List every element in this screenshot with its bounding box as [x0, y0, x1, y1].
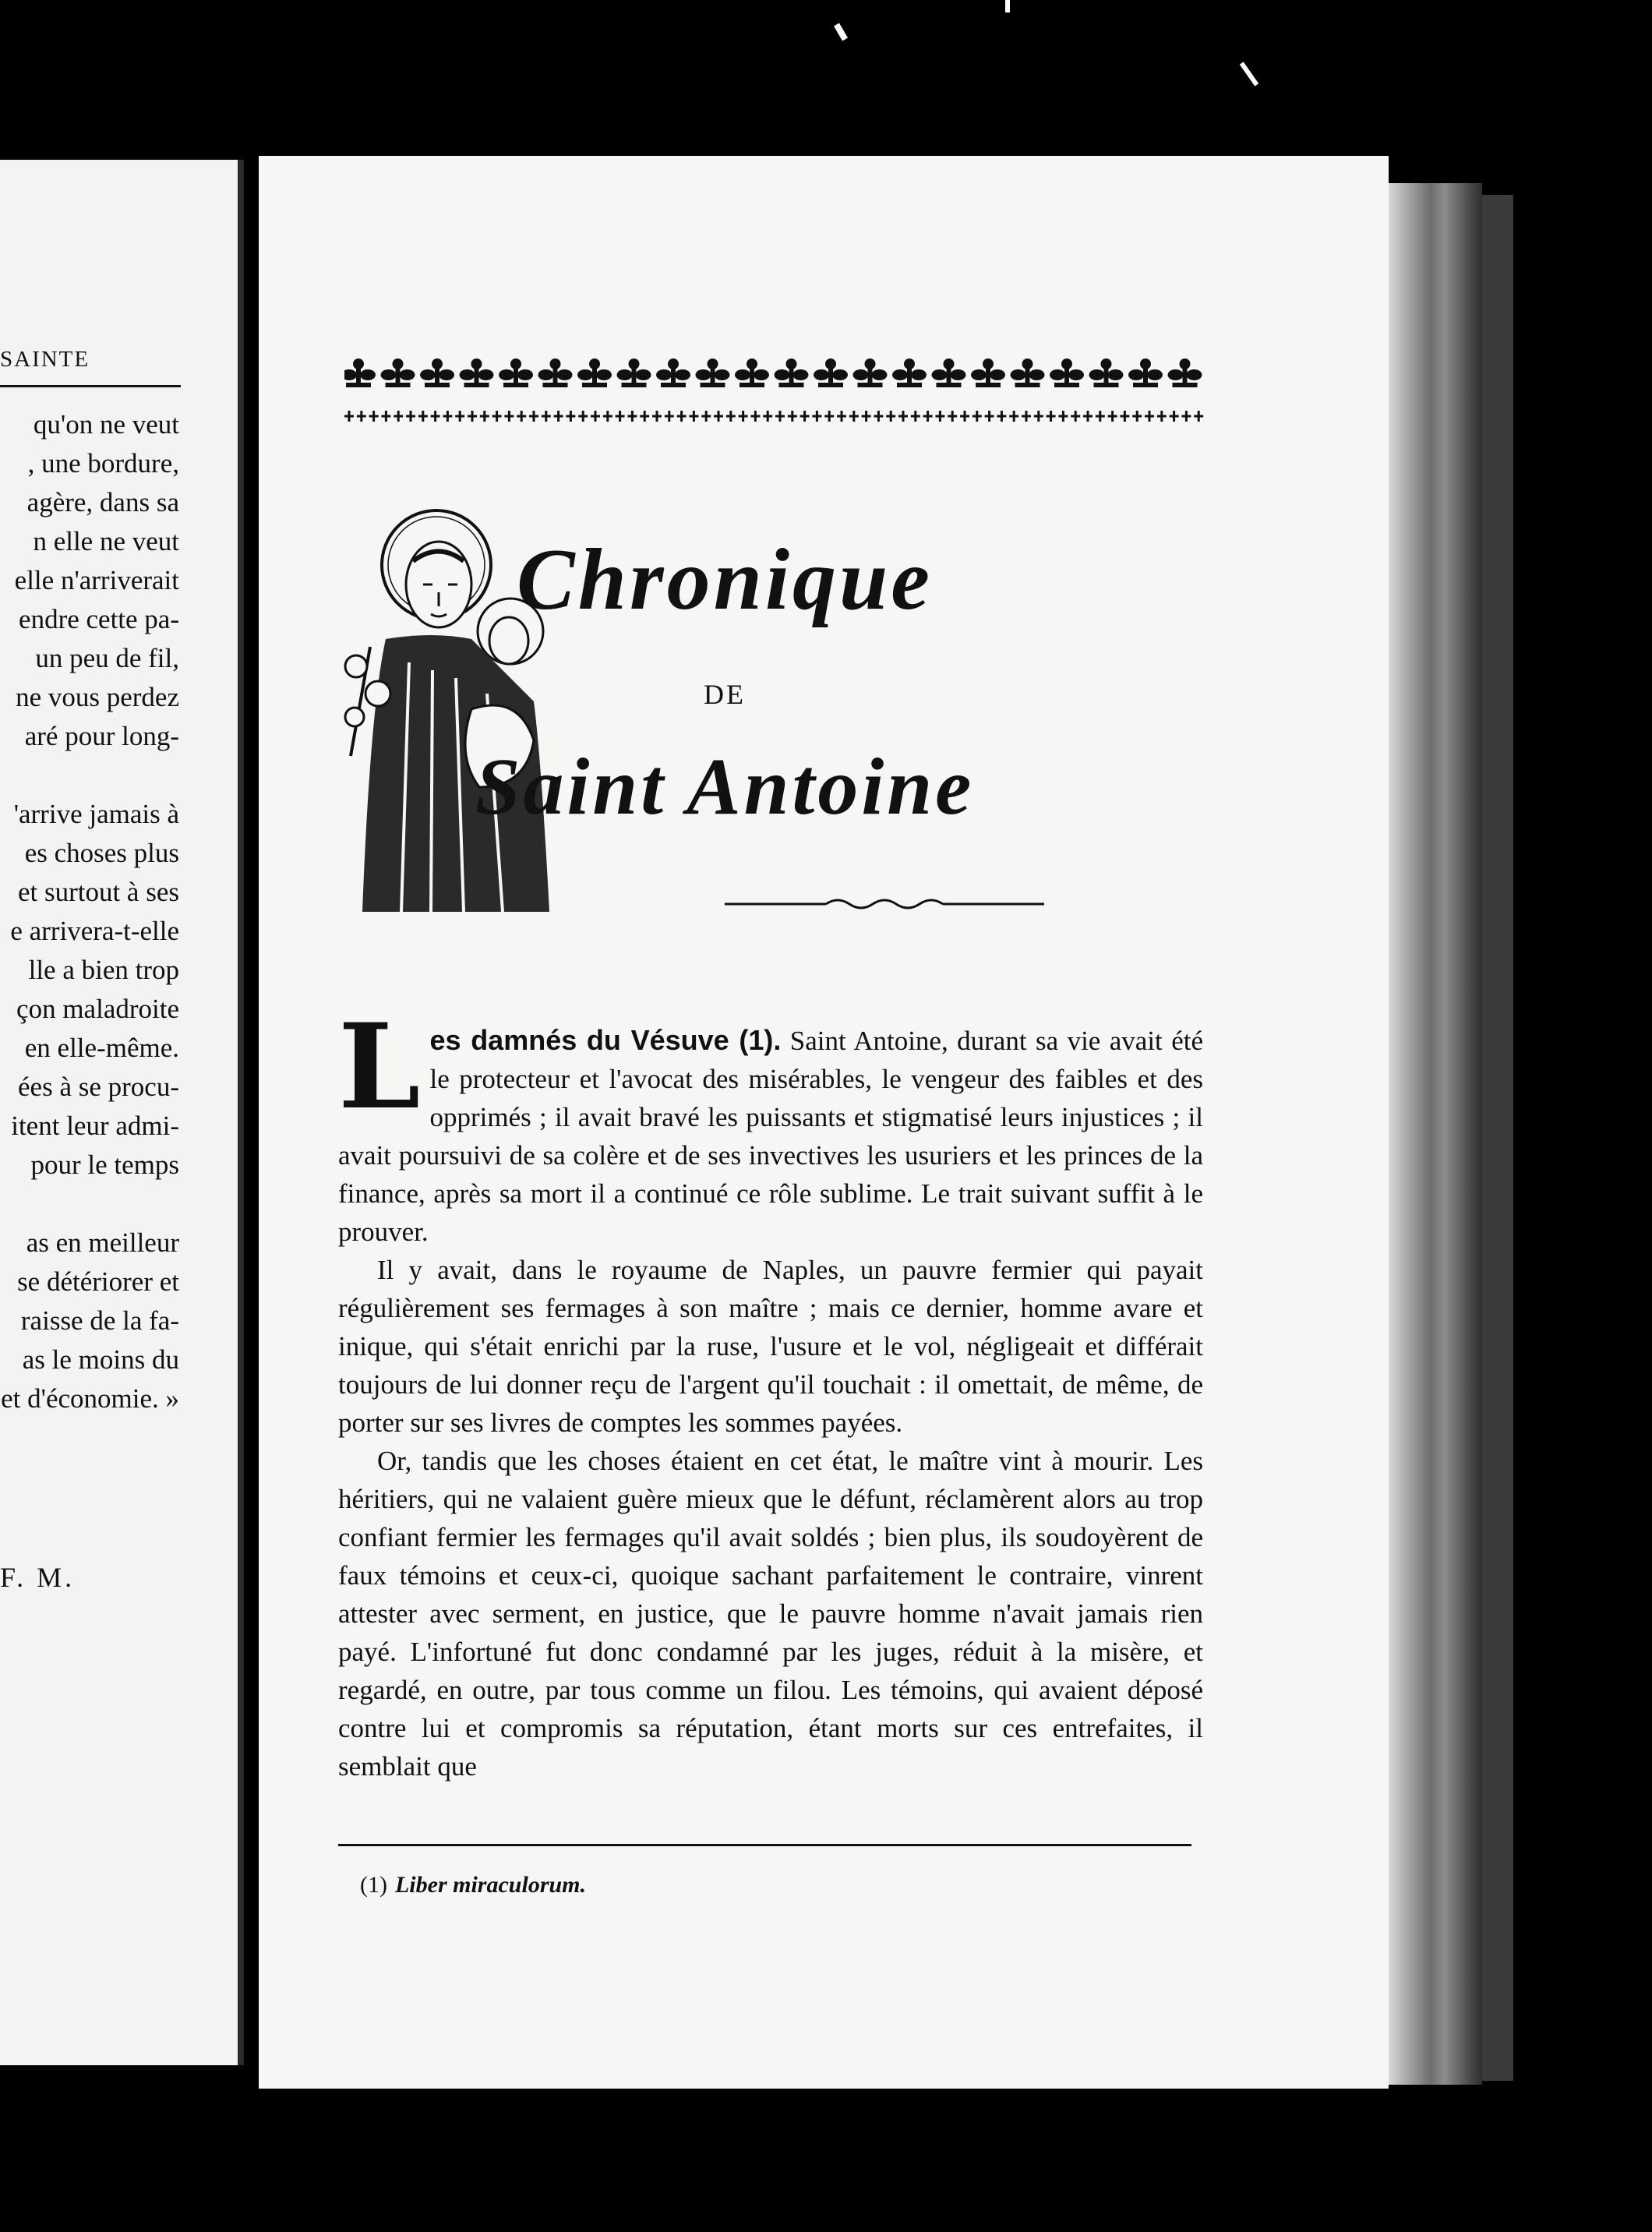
fleur-ornament	[538, 358, 573, 387]
left-line: ées à se procu-	[18, 1072, 179, 1102]
fleur-ornament	[696, 358, 730, 387]
cross-ornament	[431, 411, 440, 422]
left-page	[0, 160, 244, 2065]
fleur-ornament	[892, 358, 927, 387]
cross-ornament	[874, 411, 883, 422]
fleur-ornament	[775, 358, 809, 387]
cross-ornament	[1132, 411, 1142, 422]
cross-ornament	[1120, 411, 1129, 422]
cross-ornament	[529, 411, 538, 422]
cross-ornament	[935, 411, 944, 422]
left-line: et surtout à ses	[17, 877, 179, 907]
fleur-ornament	[814, 358, 848, 387]
paragraph-1	[338, 998, 1203, 1251]
paragraph-1-text: Saint Antoine, durant sa vie avait été le protecteur et l'avocat des misérables, le vengeur des faibles et des opprimés ; il avait bravé les puissants et stigmatisé leurs injustices ; il avait poursuivi de sa colère et de ses invectives les usuriers et les princes de la finance, après sa mort il a continué ce rôle sublime. Le trait suivant suffit à le prouver.	[338, 1026, 1203, 1247]
cross-ornament	[517, 411, 526, 422]
cross-ornament	[677, 411, 687, 422]
cross-ornament	[443, 411, 452, 422]
left-line: ne vous perdez	[16, 682, 179, 712]
fleur-ornament	[460, 358, 494, 387]
paragraph-2: Il y avait, dans le royaume de Naples, un pauvre fermier qui payait régulièrement ses fermages à son maître ; mais ce dernier, homme avare et inique, qui s'était enrichi par la ruse, l'usure et le vol, négligeait et différait toujours de lui donner reçu de l'argent qu'il touchait : il omettait, de même, de porter sur ses livres de comptes les sommes payées.	[338, 1255, 1203, 1438]
fleur-ornament	[499, 358, 533, 387]
fleur-ornament	[381, 358, 415, 387]
cross-ornament	[886, 411, 895, 422]
cross-ornament	[997, 411, 1006, 422]
fleur-ornament	[420, 358, 454, 387]
cross-ornament	[369, 411, 379, 422]
fleur-ornament	[853, 358, 888, 387]
book-page-edge	[1389, 183, 1482, 2085]
fleur-ornament	[656, 358, 690, 387]
cross-ornament	[911, 411, 920, 422]
left-line: , une bordure,	[27, 448, 179, 479]
left-line: e arrivera-t-elle	[10, 916, 179, 946]
left-line: et d'économie. »	[1, 1383, 179, 1414]
cross-ornament	[800, 411, 810, 422]
cross-ornament	[726, 411, 736, 422]
left-running-header: SAINTE	[0, 347, 90, 372]
title-de: DE	[704, 679, 746, 710]
cross-ornament	[578, 411, 588, 422]
cross-ornament	[566, 411, 575, 422]
left-line: agère, dans sa	[26, 487, 179, 517]
title-saint-antoine: Saint Antoine	[475, 742, 975, 832]
cross-ornament	[357, 411, 366, 422]
cross-ornament	[1096, 411, 1105, 422]
fleur-ornament	[617, 358, 651, 387]
cross-ornament	[344, 411, 354, 422]
left-text-column	[0, 405, 179, 1418]
cross-ornament	[763, 411, 772, 422]
left-line: itent leur admi-	[11, 1111, 179, 1141]
title-chronique: Chronique	[517, 532, 933, 628]
fleur-ornament	[1089, 358, 1124, 387]
cross-ornament	[591, 411, 600, 422]
cross-ornament	[812, 411, 821, 422]
left-line: raisse de la fa-	[20, 1305, 179, 1336]
cross-ornament	[1181, 411, 1191, 422]
cross-ornament	[775, 411, 785, 422]
left-line: en elle-même.	[24, 1033, 179, 1063]
cross-ornament	[394, 411, 403, 422]
cross-ornament	[542, 411, 551, 422]
cross-ornament	[750, 411, 760, 422]
film-speck	[1005, 0, 1010, 12]
cross-ornament	[1157, 411, 1167, 422]
book-cover-edge	[1482, 195, 1513, 2081]
cross-ornament	[1071, 411, 1080, 422]
cross-ornament	[1083, 411, 1093, 422]
cross-ornament	[603, 411, 612, 422]
cross-ornament	[985, 411, 994, 422]
film-speck	[1240, 62, 1258, 86]
cross-ornament	[554, 411, 563, 422]
footnote-text: Liber miraculorum.	[394, 1872, 587, 1898]
cross-ornament	[652, 411, 662, 422]
cross-ornament	[1145, 411, 1154, 422]
article-body	[338, 998, 1203, 1785]
left-line: un peu de fil,	[35, 643, 179, 673]
cross-ornament	[406, 411, 415, 422]
left-header-rule	[0, 385, 181, 387]
left-line: çon maladroite	[16, 994, 179, 1024]
cross-ornament	[948, 411, 957, 422]
fleur-ornament	[1011, 358, 1045, 387]
left-paragraph-gap	[0, 756, 179, 795]
fleur-ornament	[577, 358, 612, 387]
cross-ornament	[468, 411, 477, 422]
cross-ornament	[898, 411, 908, 422]
cross-ornament	[1022, 411, 1031, 422]
left-line: as en meilleur	[26, 1227, 179, 1258]
cross-ornament	[1108, 411, 1117, 422]
fleur-ornament	[1128, 358, 1163, 387]
left-line: as le moins du	[22, 1344, 179, 1375]
cross-ornament	[739, 411, 748, 422]
film-speck	[834, 23, 848, 41]
cross-ornament	[504, 411, 514, 422]
left-line: qu'on ne veut	[33, 409, 179, 440]
cross-ornament	[960, 411, 969, 422]
cross-ornament	[480, 411, 489, 422]
cross-ornament	[1170, 411, 1179, 422]
left-line: 'arrive jamais à	[13, 799, 179, 829]
fleur-ornament	[1168, 358, 1202, 387]
cross-ornament	[837, 411, 846, 422]
cross-ornament	[640, 411, 649, 422]
left-line: aré pour long-	[24, 721, 179, 751]
ornamental-border	[344, 355, 1205, 440]
cross-ornament	[923, 411, 933, 422]
cross-ornament	[381, 411, 390, 422]
fleur-ornament	[932, 358, 966, 387]
footnote	[360, 1872, 586, 1898]
cross-ornament	[418, 411, 428, 422]
fleur-ornament	[735, 358, 769, 387]
cross-ornament	[455, 411, 464, 422]
cross-ornament	[665, 411, 674, 422]
cross-ornament	[701, 411, 711, 422]
fleur-ornament	[971, 358, 1005, 387]
left-signature: F. M.	[0, 1562, 76, 1593]
cross-ornament	[492, 411, 502, 422]
cross-ornament	[849, 411, 859, 422]
left-line: se détériorer et	[17, 1266, 179, 1297]
cross-ornament	[824, 411, 834, 422]
left-paragraph-gap	[0, 1185, 179, 1224]
cross-ornament	[1058, 411, 1068, 422]
fleur-ornament	[1050, 358, 1084, 387]
cross-ornament	[627, 411, 637, 422]
cross-ornament	[1009, 411, 1018, 422]
cross-ornament	[714, 411, 723, 422]
title-divider	[725, 892, 1044, 916]
section-heading: es damnés du Vésuve (1).	[429, 1024, 782, 1056]
left-line: elle n'arriverait	[14, 565, 179, 595]
footnote-rule	[338, 1844, 1191, 1846]
left-line: endre cette pa-	[19, 604, 179, 634]
cross-ornament	[1194, 411, 1203, 422]
cross-ornament	[616, 411, 625, 422]
cross-ornament	[862, 411, 871, 422]
cross-ornament	[788, 411, 797, 422]
left-line: lle a bien trop	[28, 955, 179, 985]
drop-cap: L	[338, 998, 421, 1135]
cross-ornament	[689, 411, 698, 422]
paragraph-3: Or, tandis que les choses étaient en cet état, le maître vint à mourir. Les héritiers, qui ne valaient guère mieux que le défunt, réclamèrent alors au trop confiant fermier les fermages qu'il avait soldés ; bien plus, ils soudoyèrent de faux témoins et ceux-ci, quoique sachant parfaitement le contraire, vinrent attester avec serment, en justice, que le pauvre homme n'avait jamais rien payé. L'infortuné fut donc condamné par les juges, réduit à la misère, et regardé, en outre, par tous comme un filou. Les témoins, qui avaient déposé contre lui et compromis sa réputation, étant morts sur ces entrefaites, il semblait que	[338, 1446, 1203, 1782]
fleur-ornament	[344, 358, 376, 387]
left-line: es choses plus	[24, 838, 179, 868]
cross-ornament	[1034, 411, 1043, 422]
cross-ornament	[1047, 411, 1056, 422]
left-line: pour le temps	[30, 1150, 179, 1180]
footnote-number: (1)	[360, 1872, 387, 1898]
left-line: n elle ne veut	[33, 526, 179, 556]
cross-ornament	[972, 411, 982, 422]
